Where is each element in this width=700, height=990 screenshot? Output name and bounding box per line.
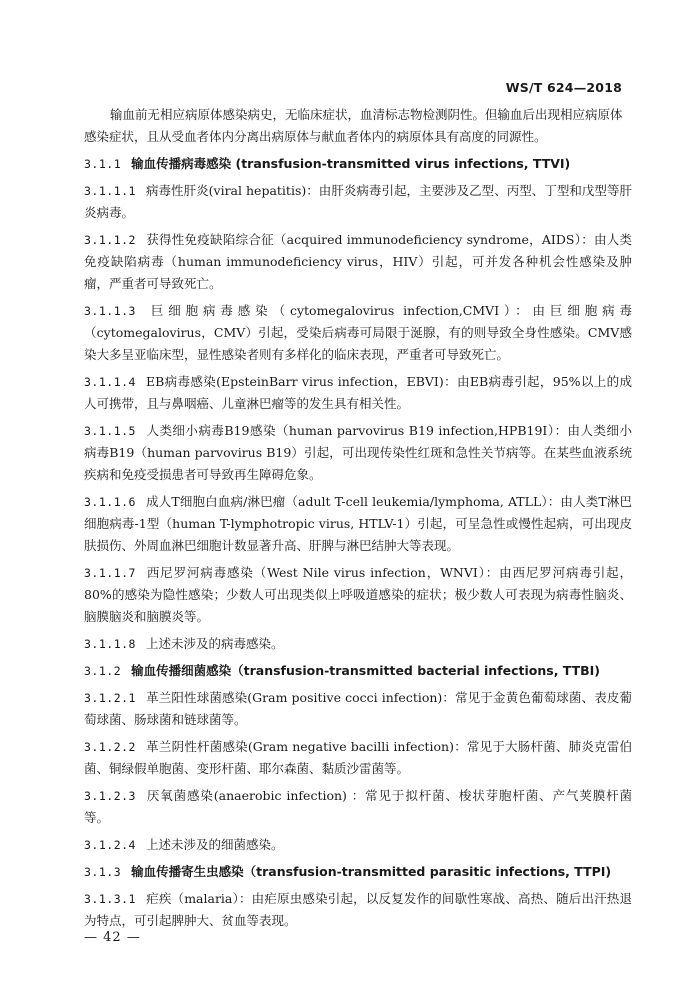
- clause-text: 厌氧菌感染(anaerobic infection) ：常见于拟杆菌、梭状芽胞杆菌、产气荚膜杆菌等。: [84, 788, 632, 825]
- definition-entry: [84, 491, 632, 557]
- clause-number: 3.1.2.2: [84, 740, 136, 754]
- definition-entry: [84, 371, 632, 415]
- clause-text: 人类细小病毒B19感染（human parvovirus B19 infection,HPB19I）：由人类细小病毒B19（human parvovirus B19）引起，可出现传染性红斑和急性关节病等。在某些血液系统疾病和免疫受损患者可导致再生障碍危象。: [84, 423, 632, 482]
- section-title: 输血传播病毒感染 (transfusion-transmitted virus infections, TTVI): [131, 156, 571, 171]
- clause-number: 3.1.1.3: [84, 304, 136, 318]
- section-title: 输血传播细菌感染（transfusion-transmitted bacterial infections, TTBI): [131, 663, 601, 678]
- page-number: — 42 —: [84, 930, 141, 945]
- clause-text: 疟疾（malaria）：由疟原虫感染引起，以反复发作的间歇性寒战、高热、随后出汗热退为特点，可引起脾肿大、贫血等表现。: [84, 891, 632, 928]
- clause-text: 病毒性肝炎(viral hepatitis)：由肝炎病毒引起，主要涉及乙型、丙型、丁型和戊型等肝炎病毒。: [84, 183, 632, 220]
- clause-text: 上述未涉及的细菌感染。: [145, 837, 284, 852]
- clause-text: 巨细胞病毒感染（cytomegalovirus infection,CMVI）：由巨细胞病毒（cytomegalovirus，CMV）引起，受染后病毒可局限于涎腺，有的则导致全身性感染。CMV感染大多呈亚临床型，显性感染者则有多样化的临床表现，严重者可导致死亡。: [84, 303, 632, 362]
- definition-entry: [84, 420, 632, 486]
- intro-paragraph: 输血前无相应病原体感染病史，无临床症状，血清标志物检测阴性。但输血后出现相应病原体感染症状，且从受血者体内分离出病原体与献血者体内的病原体具有高度的同源性。: [84, 107, 623, 144]
- clause-text: 革兰阳性球菌感染(Gram positive cocci infection)：常见于金黄色葡萄球菌、表皮葡萄球菌、肠球菌和链球菌等。: [84, 690, 632, 727]
- definition-entry: [84, 300, 632, 366]
- clause-text: 上述未涉及的病毒感染。: [145, 636, 284, 651]
- definition-entry: [84, 562, 632, 628]
- standard-code: WS/T 624—2018: [505, 80, 622, 95]
- definition-entry: [84, 785, 632, 829]
- section-number: 3.1.2: [84, 664, 122, 678]
- definition-entry: [84, 687, 632, 731]
- section-number: 3.1.1: [84, 157, 122, 171]
- clause-number: 3.1.1.7: [84, 566, 136, 580]
- clause-number: 3.1.2.3: [84, 789, 136, 803]
- clause-number: 3.1.1.1: [84, 184, 136, 198]
- clause-number: 3.1.2.4: [84, 838, 136, 852]
- clause-text: 成人T细胞白血病/淋巴瘤（adult T-cell leukemia/lymphoma, ATLL）：由人类T淋巴细胞病毒-1型（human T-lymphotropic virus, HTLV-1）引起，可呈急性或慢性起病，可出现皮肤损伤、外周血淋巴细胞计数显著升高、肝脾与淋巴结肿大等表现。: [84, 494, 632, 553]
- section-number: 3.1.3: [84, 865, 122, 879]
- clause-number: 3.1.3.1: [84, 892, 136, 906]
- definition-entry: [84, 180, 632, 224]
- section-heading: [84, 660, 632, 682]
- clause-number: 3.1.1.8: [84, 637, 136, 651]
- section-heading: [84, 153, 632, 175]
- clause-number: 3.1.1.2: [84, 233, 136, 247]
- clause-text: 革兰阴性杆菌感染(Gram negative bacilli infection)：常见于大肠杆菌、肺炎克雷伯菌、铜绿假单胞菌、变形杆菌、耶尔森菌、黏质沙雷菌等。: [84, 739, 632, 776]
- clause-text: 西尼罗河病毒感染（West Nile virus infection，WNVI）：由西尼罗河病毒引起，80%的感染为隐性感染；少数人可出现类似上呼吸道感染的症状；极少数人可表现为病毒性脑炎、脑膜脑炎和脑膜炎等。: [84, 565, 632, 624]
- section-heading: [84, 861, 632, 883]
- section-title: 输血传播寄生虫感染（transfusion-transmitted parasitic infections, TTPI): [131, 864, 612, 879]
- document-body: [84, 104, 632, 937]
- clause-number: 3.1.1.5: [84, 424, 136, 438]
- clause-text: 获得性免疫缺陷综合征（acquired immunodeficiency syndrome，AIDS）：由人类免疫缺陷病毒（human immunodeficiency virus，HIV）引起，可并发各种机会性感染及肿瘤，严重者可导致死亡。: [84, 232, 632, 291]
- clause-number: 3.1.1.6: [84, 495, 136, 509]
- definition-entry: [84, 633, 632, 655]
- clause-number: 3.1.2.1: [84, 691, 136, 705]
- definition-entry: [84, 834, 632, 856]
- definition-entry: [84, 229, 632, 295]
- clause-number: 3.1.1.4: [84, 375, 136, 389]
- definition-entry: [84, 888, 632, 932]
- definition-entry: [84, 736, 632, 780]
- clause-text: EB病毒感染(EpsteinBarr virus infection，EBVI)：由EB病毒引起，95%以上的成人可携带，且与鼻咽癌、儿童淋巴瘤等的发生具有相关性。: [84, 374, 632, 411]
